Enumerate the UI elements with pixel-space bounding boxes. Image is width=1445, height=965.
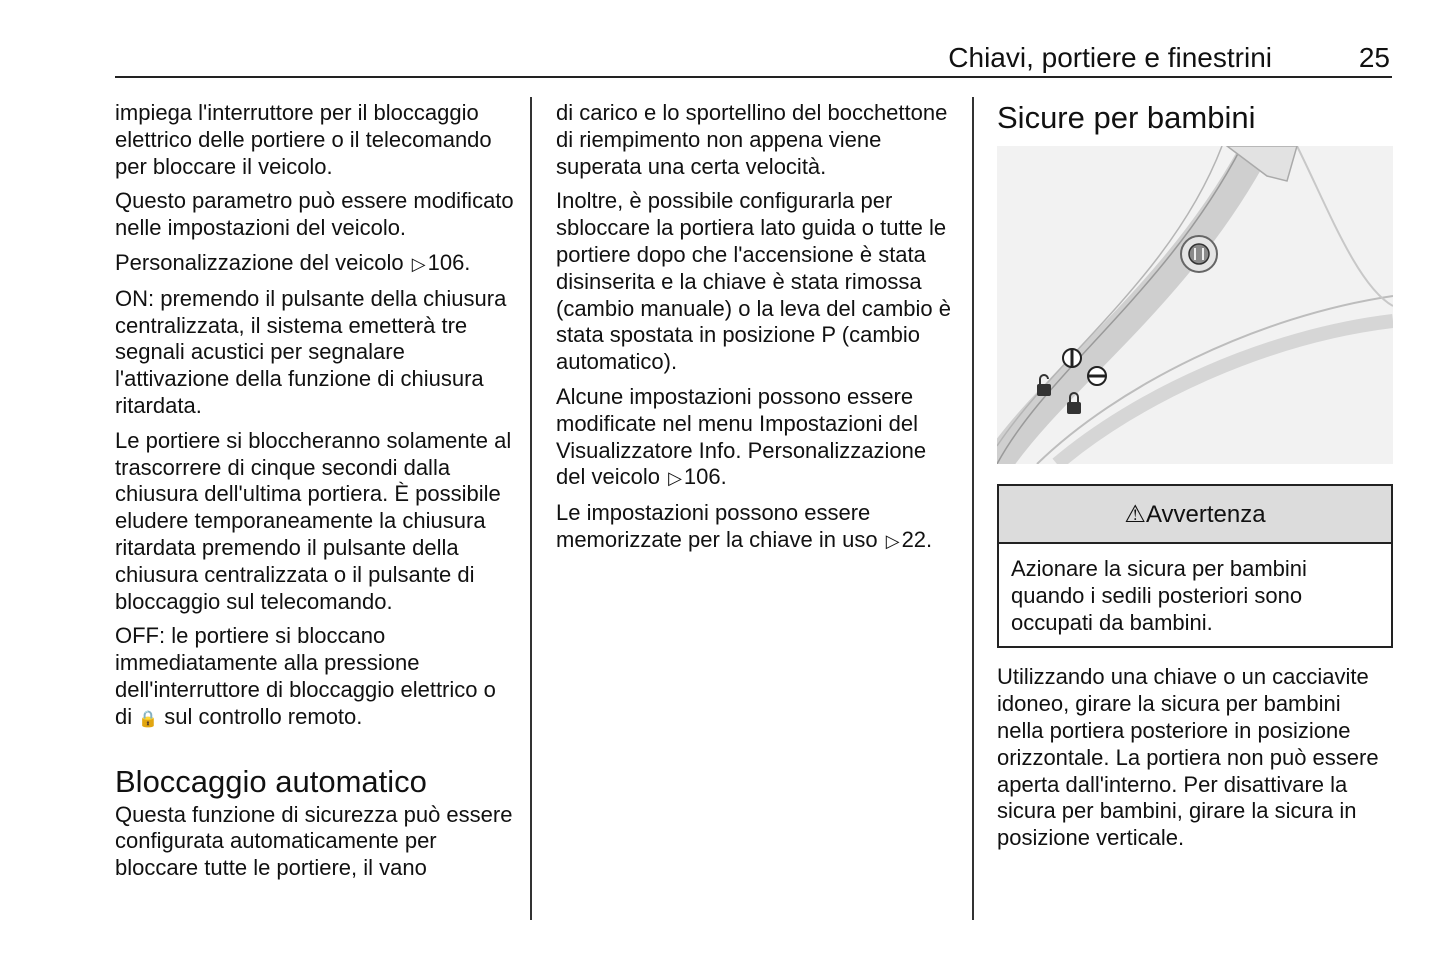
paragraph: di carico e lo sportellino del bocchettone di riempimento non appena viene superata una certa velocità. xyxy=(556,100,948,179)
warning-title: Avvertenza xyxy=(1145,501,1266,528)
paragraph-text: : le portiere si bloccano immediatamente alla pressione dell'interruttore di bloccaggio elettrico o di xyxy=(115,623,496,729)
section-heading: Bloccaggio automatico xyxy=(115,763,427,799)
page-reference: 106. xyxy=(427,249,471,275)
warning-text: Azionare la sicura per bambini quando i sedili posteriori sono occupati da bambini. xyxy=(1011,556,1307,635)
column-divider xyxy=(530,97,532,920)
warning-box xyxy=(997,484,1393,648)
lock-button-icon: 🔒 xyxy=(138,710,159,728)
column-right xyxy=(997,100,1393,860)
paragraph-text: Le impostazioni possono essere memorizzate per la chiave in uso xyxy=(556,500,878,552)
section-heading: Sicure per bambini xyxy=(997,100,1256,135)
section-title: Chiavi, portiere e finestrini xyxy=(948,42,1272,73)
paragraph xyxy=(115,286,515,420)
paragraph: Le portiere si bloccheranno solamente al trascorrere di cinque secondi dalla chiusura dell'ultima portiera. È possibile eludere temporaneamente la chiusura ritardata premendo il pulsante della chiusura centralizzata o il pulsante di bloccaggio sul telecomando. xyxy=(115,427,512,614)
menu-keyword: Impostazioni xyxy=(759,410,883,436)
paragraph-text: sul controllo remoto. xyxy=(164,703,363,729)
warning-header xyxy=(999,486,1391,544)
page-header xyxy=(115,40,1392,78)
paragraph: impiega l'interruttore per il bloccaggio elettrico delle portiere o il telecomando per bloccare il veicolo. xyxy=(115,100,492,179)
paragraph xyxy=(556,384,956,492)
page-reference-arrow-icon: ▷ xyxy=(668,468,682,489)
paragraph xyxy=(556,500,956,555)
page-number: 25 xyxy=(1358,42,1390,73)
option-keyword: ON xyxy=(115,285,148,311)
column-divider xyxy=(972,97,974,920)
paragraph xyxy=(115,250,515,278)
child-lock-illustration xyxy=(997,146,1393,464)
column-middle xyxy=(556,100,956,563)
paragraph: Inoltre, è possibile configurarla per sbloccare la portiera lato guida o tutte le portiere dopo che l'accensione è stata disinserita e la chiave è stata rimossa (cambio manuale) o la leva del cambio è stata spostata in posizione P (cambio automatico). xyxy=(556,188,951,375)
option-keyword: OFF xyxy=(115,623,159,649)
paragraph-text: Alcune impostazioni possono essere modificate nel menu xyxy=(556,383,914,436)
paragraph xyxy=(115,623,515,733)
page-reference: 22. xyxy=(901,526,933,552)
page-reference-arrow-icon: ▷ xyxy=(885,530,900,551)
page-reference-arrow-icon: ▷ xyxy=(411,253,426,274)
paragraph: Questa funzione di sicurezza può essere configurata automaticamente per bloccare tutte le portiere, il vano xyxy=(115,801,513,881)
paragraph: Questo parametro può essere modificato nelle impostazioni del veicolo. xyxy=(115,188,514,241)
paragraph-text: Personalizzazione del veicolo xyxy=(115,249,404,275)
paragraph: Utilizzando una chiave o un cacciavite idoneo, girare la sicura per bambini nella portiera posteriore in posizione orizzontale. La portiera non può essere aperta dall'interno. Per disattivare la sicura per bambini, girare la sicura in posizione verticale. xyxy=(997,664,1379,851)
warning-triangle-icon: ⚠ xyxy=(1124,501,1146,528)
paragraph-text: : premendo il pulsante della chiusura centralizzata, il sistema emetterà tre segnali acustici per segnalare l'attivazione della funzione di chiusura ritardata. xyxy=(115,285,507,418)
page-reference: 106. xyxy=(683,464,727,490)
paragraph-text: del Visualizzatore Info. Personalizzazione del veicolo xyxy=(556,410,927,490)
column-left xyxy=(115,100,515,890)
